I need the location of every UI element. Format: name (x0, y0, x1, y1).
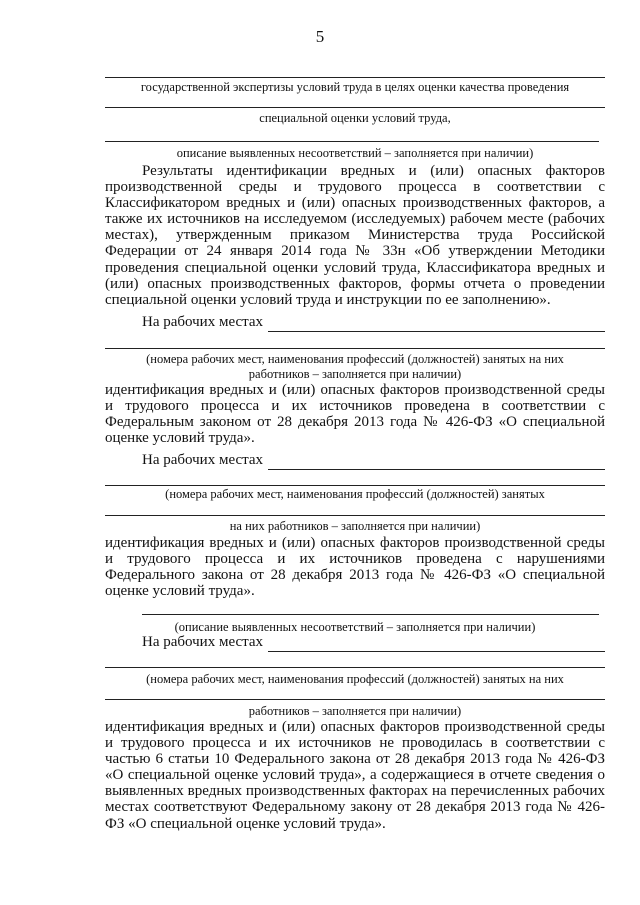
blank-line (105, 699, 605, 700)
blank-line (268, 651, 605, 652)
page-number: 5 (315, 27, 325, 46)
paragraph-results: Результаты идентификации вредных и (или) опасных факторов производственной среды и трудового процесса в соответствии с Классификатором вредных и (или) опасных производственных факторов, а также их источников на исследуемом (исследуемых) рабочем месте (рабочих местах), утвержденным приказом Министерства труда Российской Федерации от 24 января 2014 года № 33н «Об утверждении Методики проведения специальной оценки условий труда, Классификатора вредных и (или) опасных производственных факторов, формы отчета о проведении специальной оценки условий труда и инструкции по ее заполнению». (105, 163, 605, 308)
blank-line (142, 614, 599, 615)
form-caption: описание выявленных несоответствий – заполняется при наличии) (176, 146, 534, 160)
blank-line (105, 667, 605, 668)
form-caption: специальной оценки условий труда, (259, 111, 451, 125)
blank-line (105, 348, 605, 349)
form-caption: (номера рабочих мест, наименования профессий (должностей) занятых (165, 487, 545, 501)
workplaces-label: На рабочих местах (142, 634, 264, 650)
blank-line (105, 485, 605, 486)
blank-line (268, 331, 605, 332)
form-caption: работников – заполняется при наличии) (248, 367, 462, 381)
blank-line (105, 141, 599, 142)
form-caption: работников – заполняется при наличии) (248, 704, 462, 718)
paragraph-violations: идентификация вредных и (или) опасных факторов производственной среды и трудового процесса и их источников проведена с нарушениями Федерального закона от 28 декабря 2013 года № 426-ФЗ «О специальной оценке условий труда». (105, 535, 605, 600)
form-caption: (описание выявленных несоответствий – заполняется при наличии) (174, 620, 536, 634)
workplaces-label: На рабочих местах (142, 452, 264, 468)
paragraph-conducted: идентификация вредных и (или) опасных факторов производственной среды и трудового процесса и их источников проведена в соответствии с Федеральным законом от 28 декабря 2013 года № 426-ФЗ «О специальной оценке условий труда». (105, 382, 605, 447)
form-caption: (номера рабочих мест, наименования профессий (должностей) занятых на них (146, 352, 564, 366)
form-caption: государственной экспертизы условий труда в целях оценки качества проведения (140, 80, 570, 94)
form-caption: на них работников – заполняется при наличии) (229, 519, 481, 533)
blank-line (105, 77, 605, 78)
blank-line (105, 107, 605, 108)
blank-line (105, 515, 605, 516)
form-caption: (номера рабочих мест, наименования профессий (должностей) занятых на них (146, 672, 564, 686)
paragraph-not-conducted: идентификация вредных и (или) опасных факторов производственной среды и трудового процесса и их источников не проводилась в соответствии с частью 6 статьи 10 Федерального закона от 28 декабря 2013 года № 426-ФЗ «О специальной оценке условий труда», а содержащиеся в отчете сведения о выявленных вредных производственных факторах на перечисленных рабочих местах соответствуют Федеральному закону от 28 декабря 2013 года № 426-ФЗ «О специальной оценке условий труда». (105, 719, 605, 832)
workplaces-label: На рабочих местах (142, 314, 264, 330)
blank-line (268, 469, 605, 470)
